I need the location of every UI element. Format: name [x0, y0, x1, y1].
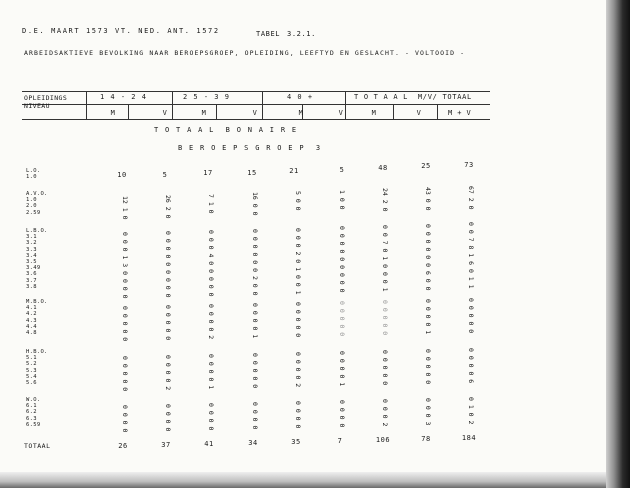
value-stack — [252, 229, 258, 241]
subhead-m: M — [110, 109, 116, 117]
header-separator — [86, 92, 87, 120]
value-stack — [382, 225, 388, 237]
row-codes-lbo: L.B.O. 3.1 3.2 3.3 3.4 3.5 3.49 3.6 3.7 3.8 — [26, 228, 48, 290]
subhead-v: V — [162, 109, 168, 117]
value-stack — [425, 224, 431, 236]
value-cell: 25 — [421, 162, 431, 170]
value-cell: 48 — [378, 164, 388, 172]
value-cell: 15 — [247, 169, 257, 177]
value-stack — [208, 403, 214, 415]
value-stack — [165, 231, 171, 243]
header-bottom-rule — [22, 119, 490, 120]
row-codes-mbo: M.B.O. 4.1 4.2 4.3 4.4 4.8 — [26, 299, 48, 337]
total-cell: 26 — [118, 442, 128, 450]
total-cell: 34 — [248, 439, 258, 447]
header-mid-rule — [22, 104, 490, 105]
value-stack — [122, 356, 128, 368]
value-stack — [208, 304, 214, 316]
value-stack — [295, 302, 301, 314]
value-stack: 12 1 0 — [121, 196, 129, 220]
header-separator — [128, 105, 129, 120]
total-cell: 35 — [291, 438, 301, 446]
value-stack — [382, 300, 388, 312]
value-stack: 26 2 0 — [164, 195, 172, 219]
subhead-m: M — [298, 109, 304, 117]
subhead-v: V — [338, 109, 344, 117]
value-stack: 67 2 0 — [467, 186, 475, 210]
value-stack — [295, 352, 301, 364]
value-stack: 43 0 0 — [424, 187, 432, 211]
subhead-m: M — [371, 109, 377, 117]
total-cell: 7 — [337, 437, 343, 445]
header-top-rule — [22, 91, 490, 92]
value-stack — [295, 228, 301, 240]
value-stack — [382, 350, 388, 362]
value-stack: 7 1 0 — [207, 194, 215, 214]
group-heading-14-24: 1 4 - 2 4 — [100, 93, 147, 101]
subhead-m: M — [201, 109, 207, 117]
group-heading-40-plus: 4 0 + — [287, 93, 314, 101]
value-stack — [468, 222, 474, 234]
table-label: TABEL — [256, 30, 281, 38]
value-stack: 5 0 0 — [294, 191, 302, 211]
value-stack — [165, 355, 171, 367]
header-separator — [393, 105, 394, 120]
value-cell: 5 — [162, 171, 168, 179]
value-cell: 73 — [464, 161, 474, 169]
total-cell: 37 — [161, 441, 171, 449]
value-stack — [425, 299, 431, 311]
value-stack: 16 0 0 — [251, 192, 259, 216]
value-cell: 17 — [203, 169, 213, 177]
value-cell: 5 — [339, 166, 345, 174]
group-heading-25-39: 2 5 - 3 9 — [183, 93, 230, 101]
total-cell: 78 — [421, 435, 431, 443]
section-heading-beroepsgroep: B E R O E P S G R O E P 3 — [178, 144, 322, 152]
totals-label: TOTAAL — [24, 442, 51, 450]
table-number: 3.2.1. — [287, 30, 316, 38]
value-stack — [295, 401, 301, 413]
book-binding — [606, 0, 630, 488]
header-line: D.E. MAART 1573 VT. NED. ANT. 1572 — [22, 27, 220, 35]
header-separator — [437, 105, 438, 120]
value-stack — [208, 354, 214, 366]
value-stack — [425, 349, 431, 361]
table-title: ARBEIDSAKTIEVE BEVOLKING NAAR BEROEPSGROEP, OPLEIDING, LEEFTYD EN GESLACHT. - VOLTOOID - — [24, 49, 466, 57]
value-stack — [165, 404, 171, 416]
value-stack — [339, 400, 345, 412]
row-codes-avo: A.V.O. 1.0 2.0 2.59 — [26, 191, 48, 216]
row-codes-wo: W.O. 6.1 6.2 6.3 6.59 — [26, 397, 41, 428]
value-stack — [252, 303, 258, 315]
total-cell: 106 — [375, 436, 391, 444]
value-stack — [382, 399, 388, 411]
value-stack — [339, 351, 345, 363]
value-stack — [468, 348, 474, 360]
total-cell: 41 — [204, 440, 214, 448]
value-stack — [208, 230, 214, 242]
value-cell: 21 — [289, 167, 299, 175]
value-stack — [339, 301, 345, 313]
value-stack: 24 2 0 — [381, 188, 389, 212]
subhead-v: V — [416, 109, 422, 117]
value-stack — [252, 353, 258, 365]
value-stack — [165, 305, 171, 317]
section-heading-totaal-bonaire: T O T A A L B O N A I R E — [154, 126, 298, 134]
value-stack — [468, 397, 474, 409]
value-stack — [468, 298, 474, 310]
value-stack — [122, 306, 128, 318]
value-stack — [122, 232, 128, 244]
total-cell: 184 — [461, 434, 477, 442]
row-codes-lo: L.O. 1.0 — [26, 168, 41, 181]
page-bottom-edge — [0, 472, 606, 488]
value-stack — [425, 398, 431, 410]
subhead-mv: M + V — [448, 109, 472, 117]
value-stack — [252, 402, 258, 414]
group-heading-totaal: T O T A A L M/V/ TOTAAL — [354, 93, 472, 101]
row-label-line1: OPLEIDINGS — [24, 94, 68, 102]
value-stack: 1 0 0 — [338, 190, 346, 210]
value-stack — [122, 405, 128, 417]
value-stack — [339, 226, 345, 238]
row-label-line2: NIVEAU — [24, 102, 50, 110]
value-cell: 10 — [117, 171, 127, 179]
subhead-v: V — [252, 109, 258, 117]
row-codes-hbo: H.B.O. 5.1 5.2 5.3 5.4 5.6 — [26, 349, 48, 387]
